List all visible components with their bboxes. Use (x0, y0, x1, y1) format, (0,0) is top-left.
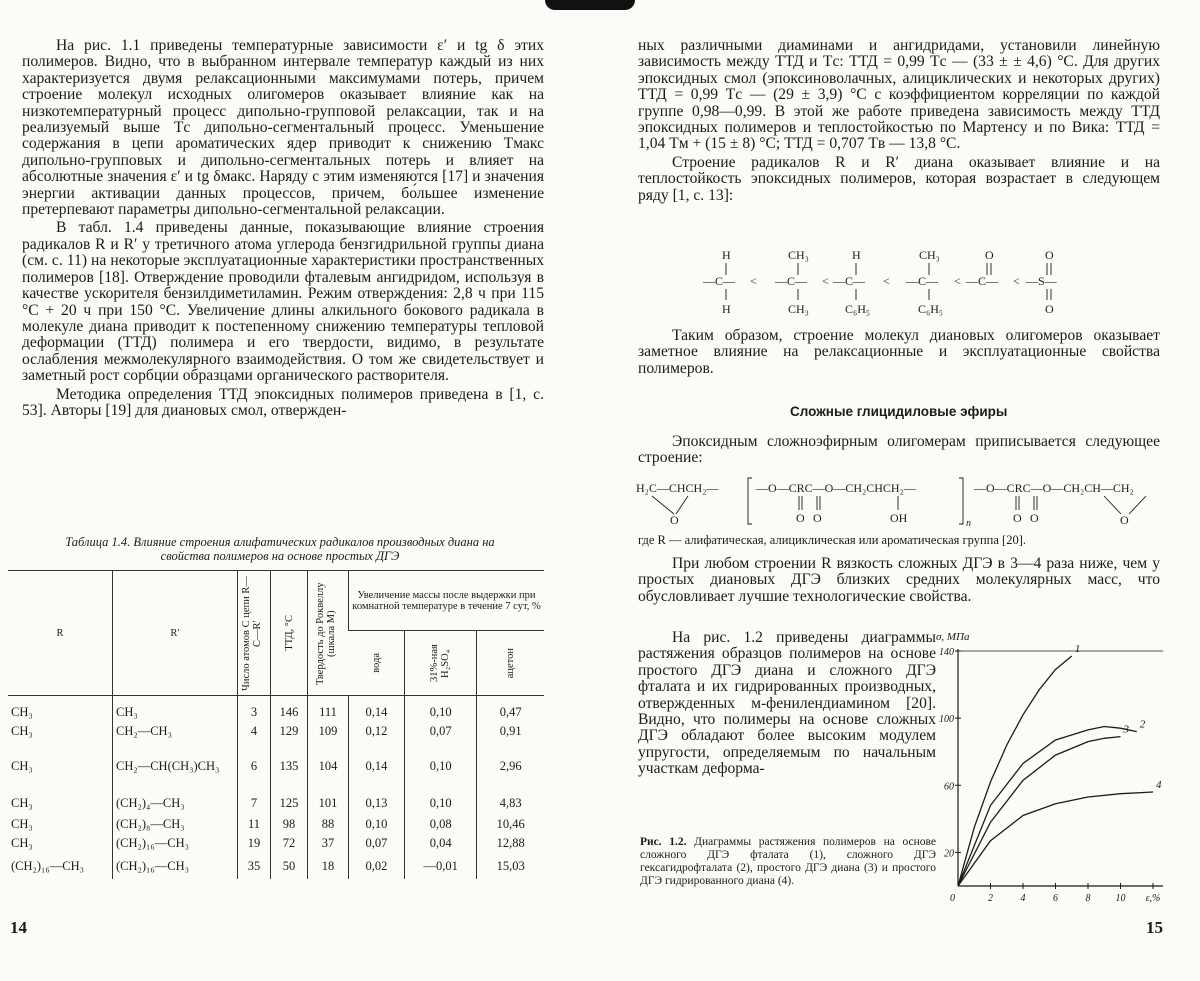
svg-text:O: O (1045, 302, 1054, 316)
cell-hardness: 18 (308, 853, 349, 879)
cell-r2: CH₃ (113, 696, 238, 723)
page-number: 14 (10, 918, 27, 937)
y-tick-label: 20 (944, 848, 954, 860)
cell-r2: (CH₂)₁₆—CH₃ (113, 853, 238, 879)
page-number: 15 (1146, 918, 1163, 937)
cell-ttd: 146 (271, 696, 308, 723)
svg-text:CH₃: CH₃ (788, 302, 809, 316)
paragraph: Методика определения ТТД эпоксидных полимеров приведена в [1, с. 53]. Авторы [19] для диановых смол, отвержден- (22, 385, 544, 419)
cell-acetone: 4,83 (477, 791, 544, 815)
svg-text:O: O (670, 513, 679, 527)
cell-hardness: 37 (308, 834, 349, 853)
table-row (8, 791, 544, 815)
svg-text:H₂C—CHCH₂—: H₂C—CHCH₂— (636, 481, 719, 495)
cell-carbons: 11 (238, 815, 271, 834)
x-tick-label: 4 (1020, 893, 1026, 904)
svg-text:<: < (883, 274, 890, 288)
cell-ttd: 129 (271, 722, 308, 741)
svg-text:<: < (1013, 274, 1020, 288)
cell-hardness: 88 (308, 815, 349, 834)
svg-text:—C—: —C— (833, 274, 866, 288)
series-label-4: 4 (1156, 779, 1162, 791)
cell-r: CH₃ (11, 724, 33, 738)
col-header-r2: R′ (113, 571, 238, 696)
col-header-carbons-text: Число атомов С цепи R—C—R′ (241, 575, 263, 691)
col-header-acetone-text: ацетон (505, 647, 517, 679)
figure-caption (640, 836, 936, 888)
series-label-1: 1 (1074, 643, 1081, 656)
cell-acid: 0,08 (404, 815, 476, 834)
cell-r: CH₃ (11, 705, 33, 719)
col-header-hardness (308, 571, 349, 696)
svg-text:—C—: —C— (966, 274, 999, 288)
cell-acetone: 12,88 (477, 834, 544, 853)
svg-text:C₆H₅: C₆H₅ (918, 302, 944, 316)
series-line-4 (958, 792, 1153, 886)
cell-carbons: 6 (238, 741, 271, 791)
cell-carbons: 35 (238, 853, 271, 879)
svg-text:—C—: —C— (775, 274, 808, 288)
section-heading: Сложные глицидиловые эфиры (790, 404, 1008, 419)
col-header-water-text: вода (370, 653, 382, 673)
x-tick-label: 10 (1115, 893, 1126, 904)
figure-caption-label: Рис. 1.2. (640, 836, 687, 848)
cell-r: CH₃ (11, 758, 33, 773)
svg-text:—C—: —C— (703, 274, 736, 288)
svg-text:H: H (722, 248, 731, 262)
cell-acid: —0,01 (404, 853, 476, 879)
svg-text:H: H (722, 302, 731, 316)
cell-acid: 0,10 (404, 791, 476, 815)
paragraph: Таким образом, строение молекул диановых олигомеров оказывает заметное влияние на релаксационные и эксплуатационные свойства полимеров. (638, 327, 1160, 377)
x-tick-label: 8 (1085, 893, 1091, 904)
x-tick-label: 6 (1053, 893, 1058, 904)
cell-ttd: 72 (271, 834, 308, 853)
right-page (600, 0, 1200, 981)
series-line-3 (958, 737, 1121, 886)
paragraph: На рис. 1.2 приведены диаграммы растяжения образцов полимеров на основе простого ДГЭ диана и сложного ДГЭ фталата и их гидрированных производных, отвержденных м-фенилендиамином [20]. Видно, что полимеры на основе сложных ДГЭ обладают более высоким модулем упругости, определяемым по начальным участкам деформа- (638, 629, 936, 778)
radical-series-formula (700, 245, 1100, 320)
right-viscosity-text (638, 556, 1160, 605)
cell-r2: CH₂—CH(CH₃)CH₃ (113, 741, 238, 791)
series-label-2: 2 (1139, 718, 1146, 731)
cell-water: 0,13 (349, 791, 405, 815)
svg-text:—C—: —C— (906, 274, 939, 288)
col-header-ttd (271, 571, 308, 696)
col-header-acid (404, 631, 476, 696)
cell-acid: 0,10 (404, 696, 476, 723)
cell-water: 0,07 (349, 834, 405, 853)
formula-where-note: где R — алифатическая, алициклическая или ароматическая группа [20]. (638, 533, 1026, 547)
cell-carbons: 4 (238, 722, 271, 741)
paragraph: Строение радикалов R и R′ диана оказывает влияние и на теплостойкость эпоксидных полимеров, которая возрастает в следующем ряду [1, с. 13]: (638, 153, 1160, 204)
svg-text:O: O (985, 248, 994, 262)
cell-water: 0,12 (349, 722, 405, 741)
svg-text:O: O (1045, 248, 1054, 262)
paragraph: На рис. 1.1 приведены температурные зависимости ε′ и tg δ этих полимеров. Видно, что в выбранном интервале температур каждый из них характеризуется двумя релаксационными максимумами потерь, причем строение молекул исходных олигомеров оказывает влияние как на низкотемпературный процесс дипольно-групповой релаксации, так и на реализуемый выше Tс дипольно-сегментальный процесс. Уменьшение содержания в цепи ароматических ядер приводит к снижению Tмакс дипольно-групповых и дипольно-сегментальных потерь и влияет на абсолютные значения ε′ и tg δмакс. Наряду с этим изменяются [17] и значения энергии активации данных процессов, причем, бо́льшее изменение претерпевают параметры дипольно-сегментальной релаксации. (22, 37, 544, 219)
cell-r: CH₃ (11, 795, 33, 810)
table-row (8, 696, 544, 723)
cell-water: 0,02 (349, 853, 405, 879)
cell-r2: (CH₂)₈—CH₃ (113, 815, 238, 834)
x-tick-label: ε,% (1145, 893, 1161, 904)
col-header-ttd-text: ТТД, °С (283, 615, 295, 651)
svg-text:n: n (966, 518, 971, 529)
cell-acid: 0,07 (404, 722, 476, 741)
svg-text:—O—CRC—O—CH₂CH—CH₂: —O—CRC—O—CH₂CH—CH₂ (974, 481, 1134, 495)
y-tick-label: 60 (944, 781, 954, 793)
cell-acetone: 15,03 (477, 853, 544, 879)
cell-hardness: 104 (308, 741, 349, 791)
cell-water: 0,10 (349, 815, 405, 834)
table-1-4 (8, 570, 544, 879)
cell-ttd: 98 (271, 815, 308, 834)
stress-strain-chart (936, 628, 1176, 913)
cell-hardness: 101 (308, 791, 349, 815)
cell-r: CH₃ (11, 836, 33, 850)
series-label-3: 3 (1123, 723, 1129, 736)
cell-acetone: 2,96 (477, 741, 544, 791)
cell-ttd: 135 (271, 741, 308, 791)
right-top-text (638, 38, 1160, 204)
cell-r: CH₃ (11, 817, 33, 831)
paragraph: ных различными диаминами и ангидридами, установили линейную зависимость между ТТД и Tс: ТТД = 0,99 Tс — (33 ± ± 4,6) °С. Для других эпоксидных смол (эпоксиноволачных, алициклических и некоторых других) ТТД = 0,99 Tс — (29 ± 3,9) °С с коэффициентом корреляции по каждой группе 0,98—0,99. В этой же работе приведена зависимость между ТТД эпоксидных полимеров и теплостойкостью по Мартенсу и по Вика: ТТД = 1,04 Tм + (15 ± 8) °С; ТТД = 0,707 Tв — 13,8 °С. (638, 37, 1160, 153)
paragraph: При любом строении R вязкость сложных ДГЭ в 3—4 раза ниже, чем у простых диановых ДГЭ близких средних молекулярных масс, что обусловливает лучшие технологические свойства. (638, 555, 1160, 605)
cell-hardness: 111 (308, 696, 349, 723)
col-header-carbons (238, 571, 271, 696)
svg-text:O: O (1120, 513, 1129, 527)
svg-text:H: H (852, 248, 861, 262)
table-row (8, 741, 544, 791)
cell-carbons: 19 (238, 834, 271, 853)
table-caption: Таблица 1.4. Влияние строения алифатических радикалов производных диана на свойства полимеров на основе простых ДГЭ (65, 535, 495, 563)
y-tick-label: 140 (939, 647, 954, 658)
right-figure-text (638, 630, 936, 778)
cell-acid: 0,10 (404, 741, 476, 791)
col-header-hardness-text: Твердость до Роквеллу (шкала М) (315, 581, 337, 685)
svg-text:O: O (1030, 511, 1039, 525)
table-row (8, 834, 544, 853)
svg-text:<: < (750, 274, 757, 288)
col-header-acid-text: 31%-ная H₂SO₄ (428, 644, 451, 682)
cell-carbons: 3 (238, 696, 271, 723)
cell-water: 0,14 (349, 741, 405, 791)
svg-text:OH: OH (890, 511, 908, 525)
col-header-r: R (8, 571, 113, 696)
svg-text:C₆H₅: C₆H₅ (845, 302, 871, 316)
svg-text:O: O (813, 511, 822, 525)
origin-label: 0 (950, 893, 955, 904)
cell-r2: (CH₂)₁₆—CH₃ (113, 834, 238, 853)
cell-water: 0,14 (349, 696, 405, 723)
svg-text:<: < (954, 274, 961, 288)
cell-acetone: 0,91 (477, 722, 544, 741)
cell-r: (CH₂)₁₆—CH₃ (11, 858, 84, 873)
col-header-mass-gain: Увеличение массы после выдержки при комнатной температуре в течение 7 сут, % (349, 571, 545, 631)
svg-text:CH₃: CH₃ (788, 248, 809, 262)
svg-text:—S—: —S— (1026, 274, 1057, 288)
x-tick-label: 2 (988, 893, 993, 904)
paragraph: В табл. 1.4 приведены данные, показывающие влияние строения радикалов R и R′ у третичного атома углерода бензгидрильной группы диана (см. с. 11) на некоторые эксплуатационные характеристики пространственных полимеров [18]. Отверждение проводили фталевым ангидридом, используя в качестве ускорителя бензилдиметиламин. Режим отверждения: 2,8 ч при 115 °С + 20 ч при 150 °С. Увеличение длины алкильного бокового радикала в молекуле диана приводит к постепенному снижению температуры тепловой деформации (ТТД) полимера и его твердости, видимо, в результате ослабления межмолекулярного взаимодействия. О том же свидетельствует и заметный рост сорбции образцами органического растворителя. (22, 219, 544, 385)
col-header-acetone (477, 631, 544, 696)
y-axis-label: σ, МПа (936, 631, 970, 643)
table-row (8, 722, 544, 741)
cell-r2: CH₂—CH₃ (113, 722, 238, 741)
left-body-text (22, 38, 544, 419)
y-tick-label: 100 (939, 714, 954, 726)
cell-acetone: 10,46 (477, 815, 544, 834)
cell-hardness: 109 (308, 722, 349, 741)
cell-acetone: 0,47 (477, 696, 544, 723)
svg-text:CH₃: CH₃ (919, 248, 940, 262)
svg-text:<: < (822, 274, 829, 288)
svg-text:O: O (1013, 511, 1022, 525)
svg-text:O: O (796, 511, 805, 525)
right-esters-text (638, 434, 1160, 467)
col-header-water (349, 631, 405, 696)
cell-ttd: 125 (271, 791, 308, 815)
table-row (8, 853, 544, 879)
cell-acid: 0,04 (404, 834, 476, 853)
paragraph: Эпоксидным сложноэфирным олигомерам приписывается следующее строение: (638, 433, 1160, 467)
right-conclusion-text (638, 328, 1160, 377)
cell-r2: (CH₂)₄—CH₃ (113, 791, 238, 815)
ester-oligomer-formula (636, 474, 1166, 530)
svg-text:—O—CRC—O—CH₂CHCH₂—: —O—CRC—O—CH₂CHCH₂— (756, 481, 916, 495)
cell-carbons: 7 (238, 791, 271, 815)
figure-caption-text: Диаграммы растяжения полимеров на основе сложного ДГЭ фталата (1), сложного ДГЭ гексагидрофталата (2), простого ДГЭ диана (3) и простого ДГЭ гидрированного диана (4). (640, 836, 936, 887)
cell-ttd: 50 (271, 853, 308, 879)
table-row (8, 815, 544, 834)
